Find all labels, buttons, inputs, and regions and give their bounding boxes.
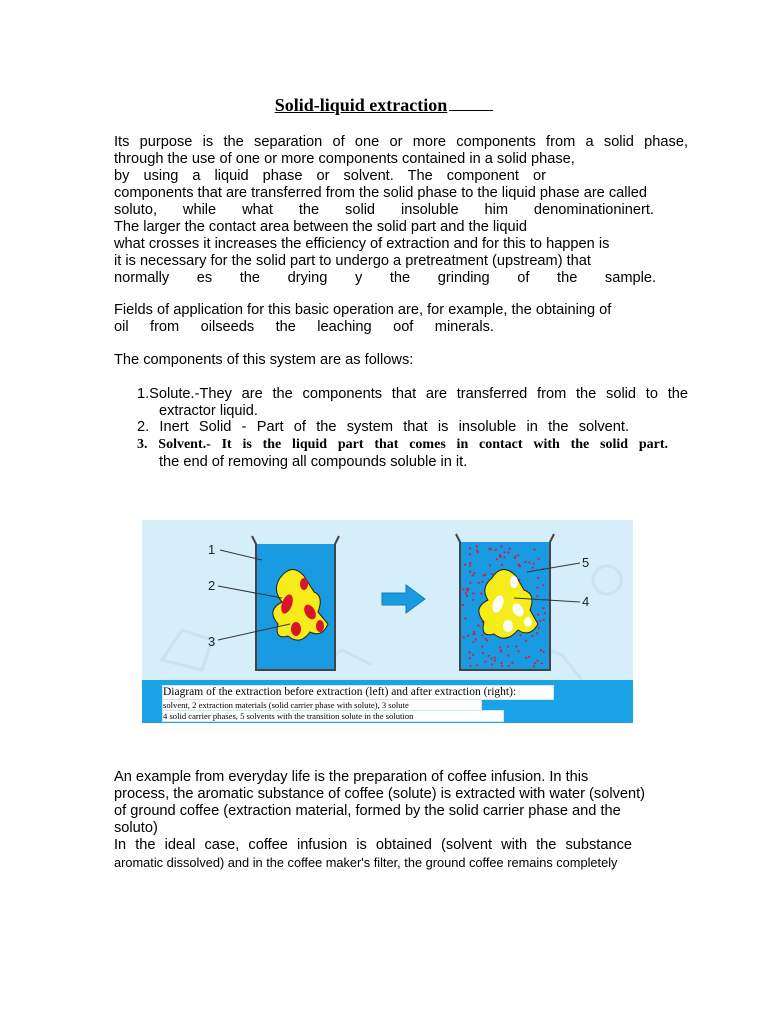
text-line: Its purpose is the separation of one or more components from a solid phase, [114, 134, 688, 150]
figure-caption-main: Diagram of the extraction before extraction (left) and after extraction (right): [162, 685, 554, 700]
figure-label-5: 5 [582, 555, 590, 570]
text-line: by using a liquid phase or solvent. The component or [114, 168, 546, 184]
figure-caption-line3: 4 solid carrier phases, 5 solvents with the transition solute in the solution [162, 710, 504, 722]
diagram-illustration [142, 520, 633, 682]
arrow-right-icon [382, 585, 425, 613]
beaker-after-icon [456, 534, 554, 670]
list-item-inert-solid: 2. Inert Solid - Part of the system that is insoluble in the solvent. [137, 419, 629, 435]
text-line: soluto) [114, 820, 158, 836]
figure-label-1: 1 [208, 542, 216, 557]
text-line: Fields of application for this basic operation are, for example, the obtaining of [114, 302, 612, 318]
text-line: normally es the drying y the grinding of the sample. [114, 270, 656, 286]
figure-caption-line2: solvent, 2 extraction materials (solid carrier phase with solute), 3 solute [162, 699, 482, 711]
components-intro: The components of this system are as follows: [114, 352, 414, 368]
figure-label-3: 3 [208, 634, 216, 649]
text-line: The larger the contact area between the solid part and the liquid [114, 219, 527, 235]
text-line: In the ideal case, coffee infusion is obtained (solvent with the substance [114, 837, 632, 853]
text-line: soluto, while what the solid insoluble him denominationinert. [114, 202, 654, 218]
figure-label-2: 2 [208, 578, 216, 593]
text-line: oil from oilseeds the leaching οof minerals. [114, 319, 494, 335]
page-title: Solid-liquid extraction [0, 95, 768, 116]
list-item-solute: 1.Solute.-They are the components that are transferred from the solid to the [137, 386, 688, 402]
fields-paragraph [114, 302, 688, 336]
list-item-solute-cont: extractor liquid. [159, 403, 258, 419]
text-line: An example from everyday life is the preparation of coffee infusion. In this [114, 769, 589, 785]
text-line: it is necessary for the solid part to undergo a pretreatment (upstream) that [114, 253, 591, 269]
list-item-solvent-cont: the end of removing all compounds soluble in it. [159, 454, 468, 470]
list-item-solvent: 3. Solvent.- It is the liquid part that comes in contact with the solid part. [137, 437, 668, 452]
text-line: through the use of one or more components contained in a solid phase, [114, 151, 575, 167]
text-line: of ground coffee (extraction material, formed by the solid carrier phase and the [114, 803, 621, 819]
text-line: what crosses it increases the efficiency of extraction and for this to happen is [114, 236, 610, 252]
extraction-diagram [142, 520, 633, 723]
coffee-paragraph [114, 769, 688, 871]
intro-paragraph [114, 134, 688, 287]
figure-label-4: 4 [582, 594, 590, 609]
text-line: aromatic dissolved) and in the coffee maker's filter, the ground coffee remains completely [114, 855, 618, 870]
beaker-before-icon [252, 536, 339, 670]
text-line: components that are transferred from the solid phase to the liquid phase are called [114, 185, 647, 201]
text-line: process, the aromatic substance of coffee (solute) is extracted with water (solvent) [114, 786, 646, 802]
